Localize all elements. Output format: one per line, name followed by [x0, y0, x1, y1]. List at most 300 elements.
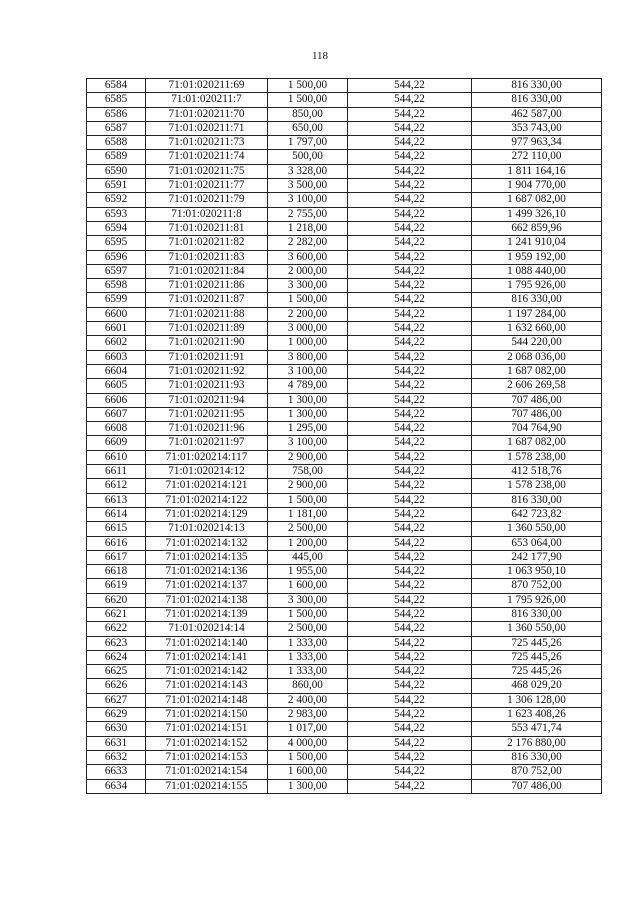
row-number-cell: 6586 [87, 107, 146, 121]
area-cell: 1 500,00 [268, 79, 348, 93]
rate-cell: 544,22 [348, 322, 472, 336]
row-number-cell: 6598 [87, 279, 146, 293]
area-cell: 1 500,00 [268, 293, 348, 307]
table-row [87, 779, 602, 793]
table-row [87, 593, 602, 607]
row-number-cell: 6601 [87, 322, 146, 336]
cadastral-number-cell: 71:01:020211:71 [146, 121, 268, 135]
rate-cell: 544,22 [348, 221, 472, 235]
rate-cell: 544,22 [348, 79, 472, 93]
rate-cell: 544,22 [348, 250, 472, 264]
area-cell: 1 300,00 [268, 779, 348, 793]
table-row [87, 650, 602, 664]
cadastral-number-cell: 71:01:020211:89 [146, 322, 268, 336]
cadastral-number-cell: 71:01:020211:95 [146, 407, 268, 421]
value-cell: 412 518,76 [472, 465, 602, 479]
table-row [87, 450, 602, 464]
area-cell: 650,00 [268, 121, 348, 135]
row-number-cell: 6619 [87, 579, 146, 593]
row-number-cell: 6625 [87, 665, 146, 679]
table-row [87, 221, 602, 235]
table-row [87, 493, 602, 507]
rate-cell: 544,22 [348, 536, 472, 550]
row-number-cell: 6592 [87, 193, 146, 207]
area-cell: 1 295,00 [268, 422, 348, 436]
table-row [87, 93, 602, 107]
rate-cell: 544,22 [348, 779, 472, 793]
value-cell: 816 330,00 [472, 93, 602, 107]
row-number-cell: 6632 [87, 750, 146, 764]
row-number-cell: 6610 [87, 450, 146, 464]
row-number-cell: 6630 [87, 722, 146, 736]
table-row [87, 708, 602, 722]
value-cell: 1 578 238,00 [472, 450, 602, 464]
value-cell: 1 632 660,00 [472, 322, 602, 336]
value-cell: 816 330,00 [472, 493, 602, 507]
rate-cell: 544,22 [348, 679, 472, 693]
rate-cell: 544,22 [348, 765, 472, 779]
cadastral-number-cell: 71:01:020211:87 [146, 293, 268, 307]
cadastral-number-cell: 71:01:020214:129 [146, 507, 268, 521]
value-cell: 662 859,96 [472, 221, 602, 235]
value-cell: 242 177,90 [472, 550, 602, 564]
cadastral-number-cell: 71:01:020211:83 [146, 250, 268, 264]
cadastral-table [86, 78, 602, 794]
rate-cell: 544,22 [348, 565, 472, 579]
value-cell: 653 064,00 [472, 536, 602, 550]
table-row [87, 507, 602, 521]
area-cell: 3 600,00 [268, 250, 348, 264]
value-cell: 977 963,34 [472, 136, 602, 150]
area-cell: 1 600,00 [268, 579, 348, 593]
cadastral-number-cell: 71:01:020214:12 [146, 465, 268, 479]
area-cell: 1 181,00 [268, 507, 348, 521]
area-cell: 500,00 [268, 150, 348, 164]
value-cell: 816 330,00 [472, 79, 602, 93]
cadastral-number-cell: 71:01:020214:122 [146, 493, 268, 507]
area-cell: 445,00 [268, 550, 348, 564]
row-number-cell: 6624 [87, 650, 146, 664]
area-cell: 2 900,00 [268, 479, 348, 493]
cadastral-number-cell: 71:01:020211:92 [146, 364, 268, 378]
rate-cell: 544,22 [348, 622, 472, 636]
row-number-cell: 6609 [87, 436, 146, 450]
area-cell: 1 218,00 [268, 221, 348, 235]
cadastral-number-cell: 71:01:020214:150 [146, 708, 268, 722]
table-row [87, 179, 602, 193]
value-cell: 1 578 238,00 [472, 479, 602, 493]
cadastral-number-cell: 71:01:020211:86 [146, 279, 268, 293]
value-cell: 1 306 128,00 [472, 693, 602, 707]
rate-cell: 544,22 [348, 136, 472, 150]
cadastral-number-cell: 71:01:020211:88 [146, 307, 268, 321]
value-cell: 553 471,74 [472, 722, 602, 736]
value-cell: 870 752,00 [472, 579, 602, 593]
row-number-cell: 6603 [87, 350, 146, 364]
rate-cell: 544,22 [348, 436, 472, 450]
cadastral-number-cell: 71:01:020214:154 [146, 765, 268, 779]
value-cell: 1 088 440,00 [472, 264, 602, 278]
cadastral-number-cell: 71:01:020211:7 [146, 93, 268, 107]
rate-cell: 544,22 [348, 450, 472, 464]
cadastral-number-cell: 71:01:020214:138 [146, 593, 268, 607]
table-row [87, 121, 602, 135]
area-cell: 1 500,00 [268, 750, 348, 764]
rate-cell: 544,22 [348, 736, 472, 750]
cadastral-number-cell: 71:01:020211:75 [146, 164, 268, 178]
rate-cell: 544,22 [348, 364, 472, 378]
table-row [87, 164, 602, 178]
value-cell: 1 795 926,00 [472, 593, 602, 607]
table-row [87, 279, 602, 293]
table-row [87, 264, 602, 278]
area-cell: 1 955,00 [268, 565, 348, 579]
cadastral-number-cell: 71:01:020211:79 [146, 193, 268, 207]
row-number-cell: 6599 [87, 293, 146, 307]
rate-cell: 544,22 [348, 650, 472, 664]
area-cell: 1 500,00 [268, 493, 348, 507]
rate-cell: 544,22 [348, 307, 472, 321]
cadastral-number-cell: 71:01:020211:77 [146, 179, 268, 193]
area-cell: 3 100,00 [268, 364, 348, 378]
area-cell: 3 500,00 [268, 179, 348, 193]
table-row [87, 379, 602, 393]
table-row [87, 607, 602, 621]
rate-cell: 544,22 [348, 121, 472, 135]
row-number-cell: 6614 [87, 507, 146, 521]
area-cell: 1 333,00 [268, 650, 348, 664]
row-number-cell: 6620 [87, 593, 146, 607]
area-cell: 1 500,00 [268, 607, 348, 621]
area-cell: 2 500,00 [268, 622, 348, 636]
area-cell: 3 300,00 [268, 593, 348, 607]
table-row [87, 107, 602, 121]
cadastral-number-cell: 71:01:020211:94 [146, 393, 268, 407]
value-cell: 1 197 284,00 [472, 307, 602, 321]
row-number-cell: 6621 [87, 607, 146, 621]
area-cell: 1 333,00 [268, 636, 348, 650]
value-cell: 1 811 164,16 [472, 164, 602, 178]
row-number-cell: 6617 [87, 550, 146, 564]
value-cell: 2 176 880,00 [472, 736, 602, 750]
table-row [87, 736, 602, 750]
rate-cell: 544,22 [348, 193, 472, 207]
area-cell: 2 000,00 [268, 264, 348, 278]
value-cell: 2 606 269,58 [472, 379, 602, 393]
row-number-cell: 6604 [87, 364, 146, 378]
row-number-cell: 6584 [87, 79, 146, 93]
area-cell: 1 200,00 [268, 536, 348, 550]
rate-cell: 544,22 [348, 107, 472, 121]
table-row [87, 193, 602, 207]
row-number-cell: 6627 [87, 693, 146, 707]
rate-cell: 544,22 [348, 550, 472, 564]
cadastral-number-cell: 71:01:020214:117 [146, 450, 268, 464]
row-number-cell: 6597 [87, 264, 146, 278]
row-number-cell: 6602 [87, 336, 146, 350]
cadastral-number-cell: 71:01:020214:14 [146, 622, 268, 636]
table-row [87, 536, 602, 550]
table-row [87, 336, 602, 350]
area-cell: 3 300,00 [268, 279, 348, 293]
table-row [87, 522, 602, 536]
value-cell: 816 330,00 [472, 607, 602, 621]
row-number-cell: 6593 [87, 207, 146, 221]
row-number-cell: 6633 [87, 765, 146, 779]
rate-cell: 544,22 [348, 207, 472, 221]
cadastral-number-cell: 71:01:020214:121 [146, 479, 268, 493]
area-cell: 2 200,00 [268, 307, 348, 321]
cadastral-number-cell: 71:01:020214:142 [146, 665, 268, 679]
table-row [87, 579, 602, 593]
table-row [87, 307, 602, 321]
cadastral-number-cell: 71:01:020214:135 [146, 550, 268, 564]
value-cell: 1 904 770,00 [472, 179, 602, 193]
value-cell: 353 743,00 [472, 121, 602, 135]
table-row [87, 479, 602, 493]
cadastral-number-cell: 71:01:020211:74 [146, 150, 268, 164]
row-number-cell: 6615 [87, 522, 146, 536]
rate-cell: 544,22 [348, 179, 472, 193]
value-cell: 1 795 926,00 [472, 279, 602, 293]
value-cell: 544 220,00 [472, 336, 602, 350]
value-cell: 1 623 408,26 [472, 708, 602, 722]
cadastral-number-cell: 71:01:020211:96 [146, 422, 268, 436]
table-row [87, 665, 602, 679]
value-cell: 816 330,00 [472, 750, 602, 764]
table-row [87, 565, 602, 579]
row-number-cell: 6612 [87, 479, 146, 493]
row-number-cell: 6588 [87, 136, 146, 150]
row-number-cell: 6611 [87, 465, 146, 479]
row-number-cell: 6590 [87, 164, 146, 178]
table-row [87, 550, 602, 564]
row-number-cell: 6634 [87, 779, 146, 793]
cadastral-number-cell: 71:01:020214:137 [146, 579, 268, 593]
table-row [87, 436, 602, 450]
value-cell: 725 445,26 [472, 636, 602, 650]
rate-cell: 544,22 [348, 350, 472, 364]
table-row [87, 636, 602, 650]
rate-cell: 544,22 [348, 93, 472, 107]
area-cell: 1 600,00 [268, 765, 348, 779]
rate-cell: 544,22 [348, 507, 472, 521]
rate-cell: 544,22 [348, 750, 472, 764]
area-cell: 850,00 [268, 107, 348, 121]
row-number-cell: 6631 [87, 736, 146, 750]
area-cell: 4 000,00 [268, 736, 348, 750]
value-cell: 707 486,00 [472, 407, 602, 421]
rate-cell: 544,22 [348, 493, 472, 507]
rate-cell: 544,22 [348, 379, 472, 393]
table-row [87, 722, 602, 736]
row-number-cell: 6622 [87, 622, 146, 636]
table-row [87, 750, 602, 764]
table-row [87, 293, 602, 307]
rate-cell: 544,22 [348, 708, 472, 722]
row-number-cell: 6616 [87, 536, 146, 550]
rate-cell: 544,22 [348, 593, 472, 607]
table-row [87, 393, 602, 407]
cadastral-number-cell: 71:01:020214:155 [146, 779, 268, 793]
row-number-cell: 6626 [87, 679, 146, 693]
area-cell: 4 789,00 [268, 379, 348, 393]
table-row [87, 679, 602, 693]
value-cell: 468 029,20 [472, 679, 602, 693]
value-cell: 707 486,00 [472, 779, 602, 793]
cadastral-number-cell: 71:01:020214:153 [146, 750, 268, 764]
row-number-cell: 6595 [87, 236, 146, 250]
rate-cell: 544,22 [348, 279, 472, 293]
value-cell: 1 499 326,10 [472, 207, 602, 221]
rate-cell: 544,22 [348, 522, 472, 536]
rate-cell: 544,22 [348, 422, 472, 436]
table-row [87, 407, 602, 421]
value-cell: 272 110,00 [472, 150, 602, 164]
area-cell: 2 983,00 [268, 708, 348, 722]
row-number-cell: 6607 [87, 407, 146, 421]
value-cell: 1 241 910,04 [472, 236, 602, 250]
cadastral-number-cell: 71:01:020214:151 [146, 722, 268, 736]
rate-cell: 544,22 [348, 407, 472, 421]
row-number-cell: 6629 [87, 708, 146, 722]
cadastral-number-cell: 71:01:020211:84 [146, 264, 268, 278]
row-number-cell: 6596 [87, 250, 146, 264]
row-number-cell: 6618 [87, 565, 146, 579]
rate-cell: 544,22 [348, 150, 472, 164]
rate-cell: 544,22 [348, 607, 472, 621]
area-cell: 3 100,00 [268, 193, 348, 207]
row-number-cell: 6594 [87, 221, 146, 235]
cadastral-number-cell: 71:01:020211:70 [146, 107, 268, 121]
area-cell: 1 333,00 [268, 665, 348, 679]
area-cell: 1 500,00 [268, 93, 348, 107]
row-number-cell: 6587 [87, 121, 146, 135]
table-row [87, 136, 602, 150]
table-row [87, 622, 602, 636]
row-number-cell: 6623 [87, 636, 146, 650]
value-cell: 1 687 082,00 [472, 364, 602, 378]
table-row [87, 765, 602, 779]
value-cell: 1 360 550,00 [472, 522, 602, 536]
value-cell: 707 486,00 [472, 393, 602, 407]
area-cell: 3 000,00 [268, 322, 348, 336]
value-cell: 1 360 550,00 [472, 622, 602, 636]
table-row [87, 79, 602, 93]
table-row [87, 236, 602, 250]
table-row [87, 322, 602, 336]
area-cell: 3 800,00 [268, 350, 348, 364]
rate-cell: 544,22 [348, 636, 472, 650]
cadastral-number-cell: 71:01:020211:73 [146, 136, 268, 150]
area-cell: 2 400,00 [268, 693, 348, 707]
table-row [87, 422, 602, 436]
area-cell: 1 000,00 [268, 336, 348, 350]
cadastral-number-cell: 71:01:020214:141 [146, 650, 268, 664]
row-number-cell: 6591 [87, 179, 146, 193]
rate-cell: 544,22 [348, 393, 472, 407]
area-cell: 1 300,00 [268, 407, 348, 421]
row-number-cell: 6606 [87, 393, 146, 407]
area-cell: 2 755,00 [268, 207, 348, 221]
row-number-cell: 6585 [87, 93, 146, 107]
row-number-cell: 6605 [87, 379, 146, 393]
area-cell: 860,00 [268, 679, 348, 693]
row-number-cell: 6600 [87, 307, 146, 321]
area-cell: 1 017,00 [268, 722, 348, 736]
value-cell: 2 068 036,00 [472, 350, 602, 364]
cadastral-number-cell: 71:01:020211:8 [146, 207, 268, 221]
area-cell: 3 100,00 [268, 436, 348, 450]
rate-cell: 544,22 [348, 264, 472, 278]
cadastral-number-cell: 71:01:020214:132 [146, 536, 268, 550]
cadastral-number-cell: 71:01:020211:90 [146, 336, 268, 350]
value-cell: 725 445,26 [472, 665, 602, 679]
table-row [87, 693, 602, 707]
cadastral-number-cell: 71:01:020214:139 [146, 607, 268, 621]
table-body [87, 79, 602, 794]
value-cell: 816 330,00 [472, 293, 602, 307]
rate-cell: 544,22 [348, 693, 472, 707]
rate-cell: 544,22 [348, 465, 472, 479]
area-cell: 1 797,00 [268, 136, 348, 150]
cadastral-number-cell: 71:01:020211:81 [146, 221, 268, 235]
rate-cell: 544,22 [348, 665, 472, 679]
area-cell: 1 300,00 [268, 393, 348, 407]
table-row [87, 350, 602, 364]
value-cell: 1 959 192,00 [472, 250, 602, 264]
value-cell: 1 687 082,00 [472, 193, 602, 207]
rate-cell: 544,22 [348, 579, 472, 593]
rate-cell: 544,22 [348, 293, 472, 307]
area-cell: 3 328,00 [268, 164, 348, 178]
value-cell: 462 587,00 [472, 107, 602, 121]
rate-cell: 544,22 [348, 336, 472, 350]
cadastral-number-cell: 71:01:020214:13 [146, 522, 268, 536]
table-row [87, 150, 602, 164]
cadastral-number-cell: 71:01:020214:140 [146, 636, 268, 650]
rate-cell: 544,22 [348, 479, 472, 493]
rate-cell: 544,22 [348, 236, 472, 250]
cadastral-number-cell: 71:01:020214:143 [146, 679, 268, 693]
value-cell: 870 752,00 [472, 765, 602, 779]
table-row [87, 207, 602, 221]
value-cell: 1 063 950,10 [472, 565, 602, 579]
area-cell: 758,00 [268, 465, 348, 479]
row-number-cell: 6608 [87, 422, 146, 436]
table-row [87, 364, 602, 378]
cadastral-number-cell: 71:01:020211:91 [146, 350, 268, 364]
value-cell: 704 764,90 [472, 422, 602, 436]
cadastral-number-cell: 71:01:020211:97 [146, 436, 268, 450]
value-cell: 725 445,26 [472, 650, 602, 664]
value-cell: 642 723,82 [472, 507, 602, 521]
area-cell: 2 500,00 [268, 522, 348, 536]
value-cell: 1 687 082,00 [472, 436, 602, 450]
rate-cell: 544,22 [348, 722, 472, 736]
row-number-cell: 6613 [87, 493, 146, 507]
cadastral-number-cell: 71:01:020211:69 [146, 79, 268, 93]
area-cell: 2 900,00 [268, 450, 348, 464]
cadastral-number-cell: 71:01:020211:82 [146, 236, 268, 250]
cadastral-number-cell: 71:01:020211:93 [146, 379, 268, 393]
page-number: 118 [311, 50, 329, 62]
table-row [87, 250, 602, 264]
cadastral-number-cell: 71:01:020214:152 [146, 736, 268, 750]
table-row [87, 465, 602, 479]
rate-cell: 544,22 [348, 164, 472, 178]
row-number-cell: 6589 [87, 150, 146, 164]
